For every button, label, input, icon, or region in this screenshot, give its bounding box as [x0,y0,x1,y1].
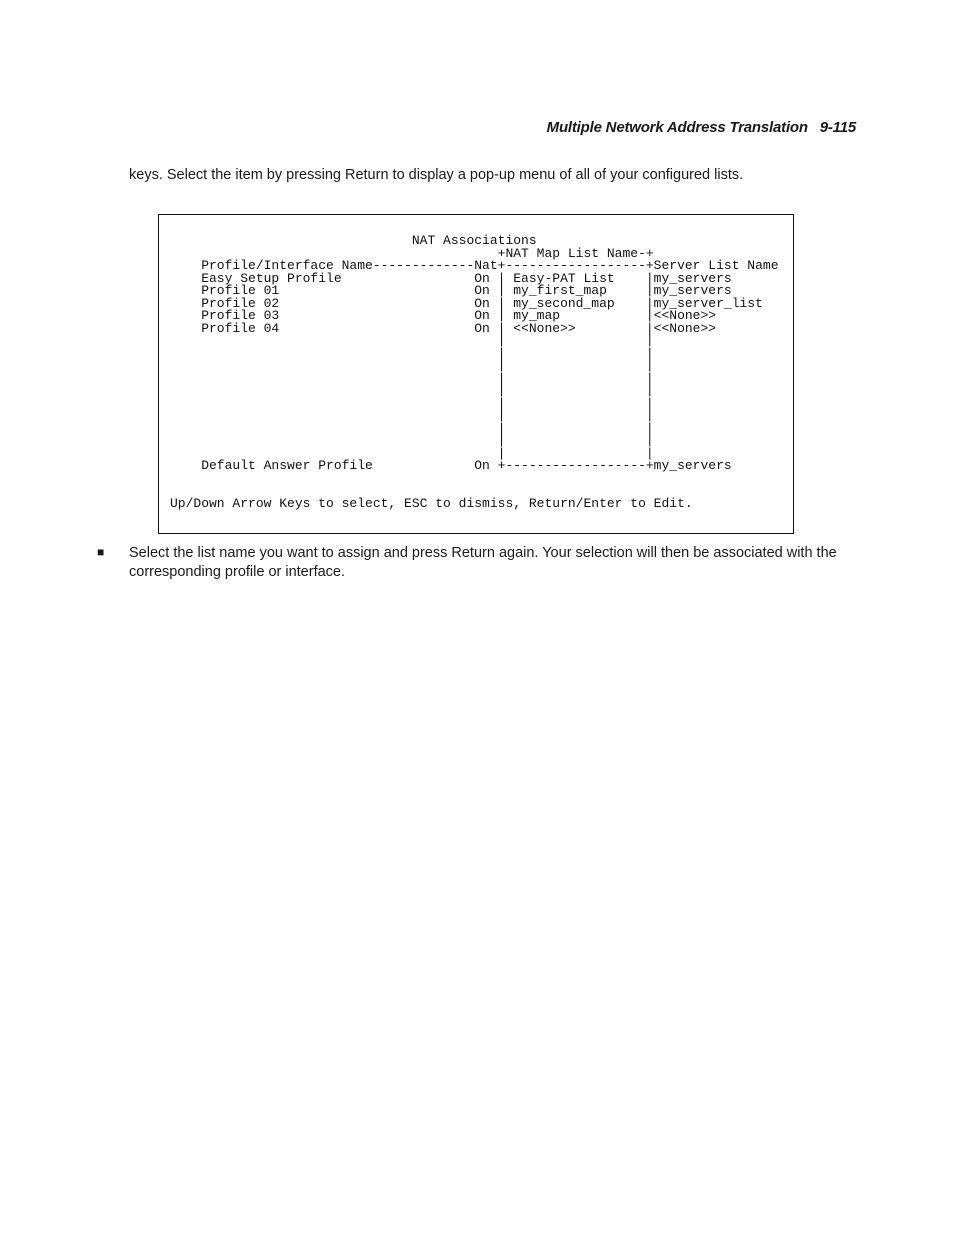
terminal-popup-border: | | [170,383,654,398]
terminal-popup-border: | | [170,358,654,373]
terminal-row-profile-02[interactable]: Profile 02 On | my_second_map |my_server_list [170,295,763,311]
terminal-popup-border: | | [170,370,654,386]
terminal-popup-border: | | [170,395,654,411]
terminal-blank [170,473,779,486]
terminal-row-easy-setup[interactable]: Easy Setup Profile On | Easy-PAT List |my_servers [170,270,732,286]
terminal-row-profile-04[interactable]: Profile 04 On | <<None>> |<<None>> [170,320,717,336]
terminal-popup-border: | | [170,345,654,361]
terminal-popup-border: | | [170,445,654,461]
page-header: Multiple Network Address Translation 9-115 [546,119,856,136]
terminal-title: NAT Associations [170,233,537,248]
bullet-text: Select the list name you want to assign and press Return again. Your selection will then be associated with the corresponding profile or interface. [129,545,837,580]
terminal-text [170,235,779,510]
terminal-popup-border: | | [170,408,654,423]
intro-paragraph: keys. Select the item by pressing Return to display a pop-up menu of all of your configured lists. [129,167,744,183]
terminal-help-line: Up/Down Arrow Keys to select, ESC to dismiss, Return/Enter to Edit. [170,495,693,511]
terminal-popup-border: | | [170,333,654,348]
terminal-popup-border: | | [170,433,654,448]
terminal-row-default-answer[interactable]: Default Answer Profile On +------------------+my_servers [170,458,732,473]
terminal-popup-border: | | [170,420,654,436]
terminal-column-headers: Profile/Interface Name-------------Nat+------------------+Server List Name [170,258,779,273]
terminal-row-profile-03[interactable]: Profile 03 On | my_map |<<None>> [170,308,717,323]
terminal-popup-header: +NAT Map List Name-+ [170,245,654,261]
terminal-screen [158,214,794,534]
terminal-row-profile-01[interactable]: Profile 01 On | my_first_map |my_servers [170,283,732,298]
bullet-square-icon: ■ [97,545,105,559]
